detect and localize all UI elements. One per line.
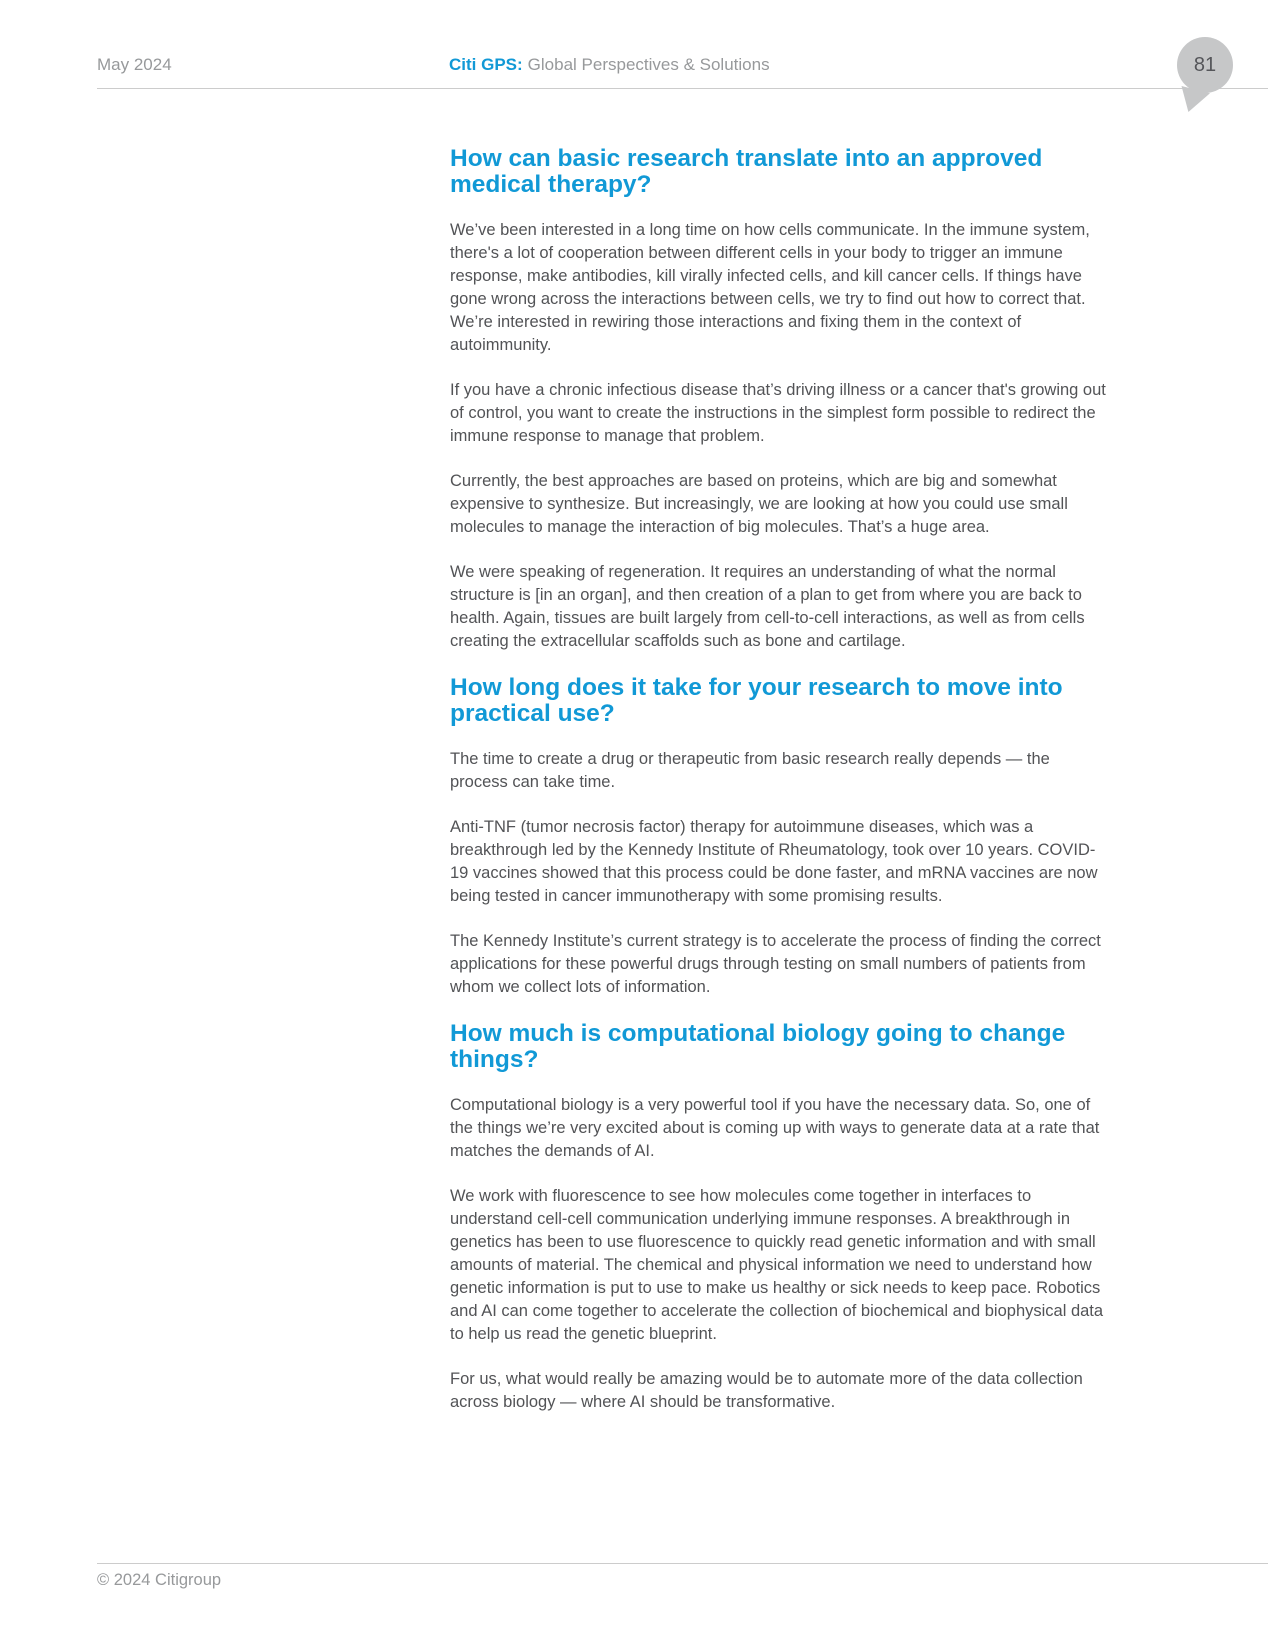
paragraph: For us, what would really be amazing would be to automate more of the data collection across biology — where AI should be transformative. <box>450 1370 1083 1411</box>
footer-copyright: © 2024 Citigroup <box>97 1571 222 1589</box>
section-research-timeline <box>450 675 1112 999</box>
paragraph: We work with fluorescence to see how molecules come together in interfaces to understand cell-cell communication underlying immune responses. A breakthrough in genetics has been to use fluorescence to quickly read genetic information and with small amounts of material. The chemical and physical information we need to understand how genetic information is put to use to make us healthy or sick needs to keep pace. Robotics and AI can come together to accelerate the collection of biochemical and biophysical data to help us read the genetic blueprint. <box>450 1187 1104 1343</box>
paragraph: The time to create a drug or therapeutic from basic research really depends — the process can take time. <box>450 750 1050 791</box>
footer-divider <box>97 1563 1268 1564</box>
paragraph: We were speaking of regeneration. It requires an understanding of what the normal structure is [in an organ], and then creation of a plan to get from where you are back to health. Again, tissues are built largely from cell-to-cell interactions, as well as from cells creating the extracellular scaffolds such as bone and cartilage. <box>450 563 1085 650</box>
section-computational-biology <box>450 1021 1112 1414</box>
page-number-badge <box>1177 37 1233 93</box>
section-heading: How can basic research translate into an approved medical therapy? <box>450 145 1043 198</box>
section-heading: How much is computational biology going to change things? <box>450 1020 1066 1073</box>
brand-name: Citi GPS: <box>449 55 523 74</box>
header-brand <box>449 55 770 75</box>
paragraph: The Kennedy Institute’s current strategy is to accelerate the process of finding the correct applications for these powerful drugs through testing on small numbers of patients from whom we collect lots of information. <box>450 932 1101 996</box>
section-heading: How long does it take for your research to move into practical use? <box>450 674 1063 727</box>
paragraph: If you have a chronic infectious disease that’s driving illness or a cancer that's growing out of control, you want to create the instructions in the simplest form possible to redirect the immune response to manage that problem. <box>450 381 1106 445</box>
header-date: May 2024 <box>97 55 172 74</box>
article-body <box>450 146 1112 1436</box>
section-basic-research <box>450 146 1112 653</box>
brand-suffix: Global Perspectives & Solutions <box>527 55 770 74</box>
paragraph: We’ve been interested in a long time on how cells communicate. In the immune system, there's a lot of cooperation between different cells in your body to trigger an immune response, make antibodies, kill virally infected cells, and kill cancer cells. If things have gone wrong across the interactions between cells, we try to find out how to correct that. We’re interested in rewiring those interactions and fixing them in the context of autoimmunity. <box>450 221 1090 354</box>
paragraph: Currently, the best approaches are based on proteins, which are big and somewhat expensive to synthesize. But increasingly, we are looking at how you could use small molecules to manage the interaction of big molecules. That’s a huge area. <box>450 472 1068 536</box>
paragraph: Computational biology is a very powerful tool if you have the necessary data. So, one of the things we’re very excited about is coming up with ways to generate data at a rate that matches the demands of AI. <box>450 1096 1100 1160</box>
paragraph: Anti-TNF (tumor necrosis factor) therapy for autoimmune diseases, which was a breakthrough led by the Kennedy Institute of Rheumatology, took over 10 years. COVID-19 vaccines showed that this process could be done faster, and mRNA vaccines are now being tested in cancer immunotherapy with some promising results. <box>450 818 1098 905</box>
page-number: 81 <box>1193 53 1217 76</box>
header-divider <box>97 88 1268 89</box>
